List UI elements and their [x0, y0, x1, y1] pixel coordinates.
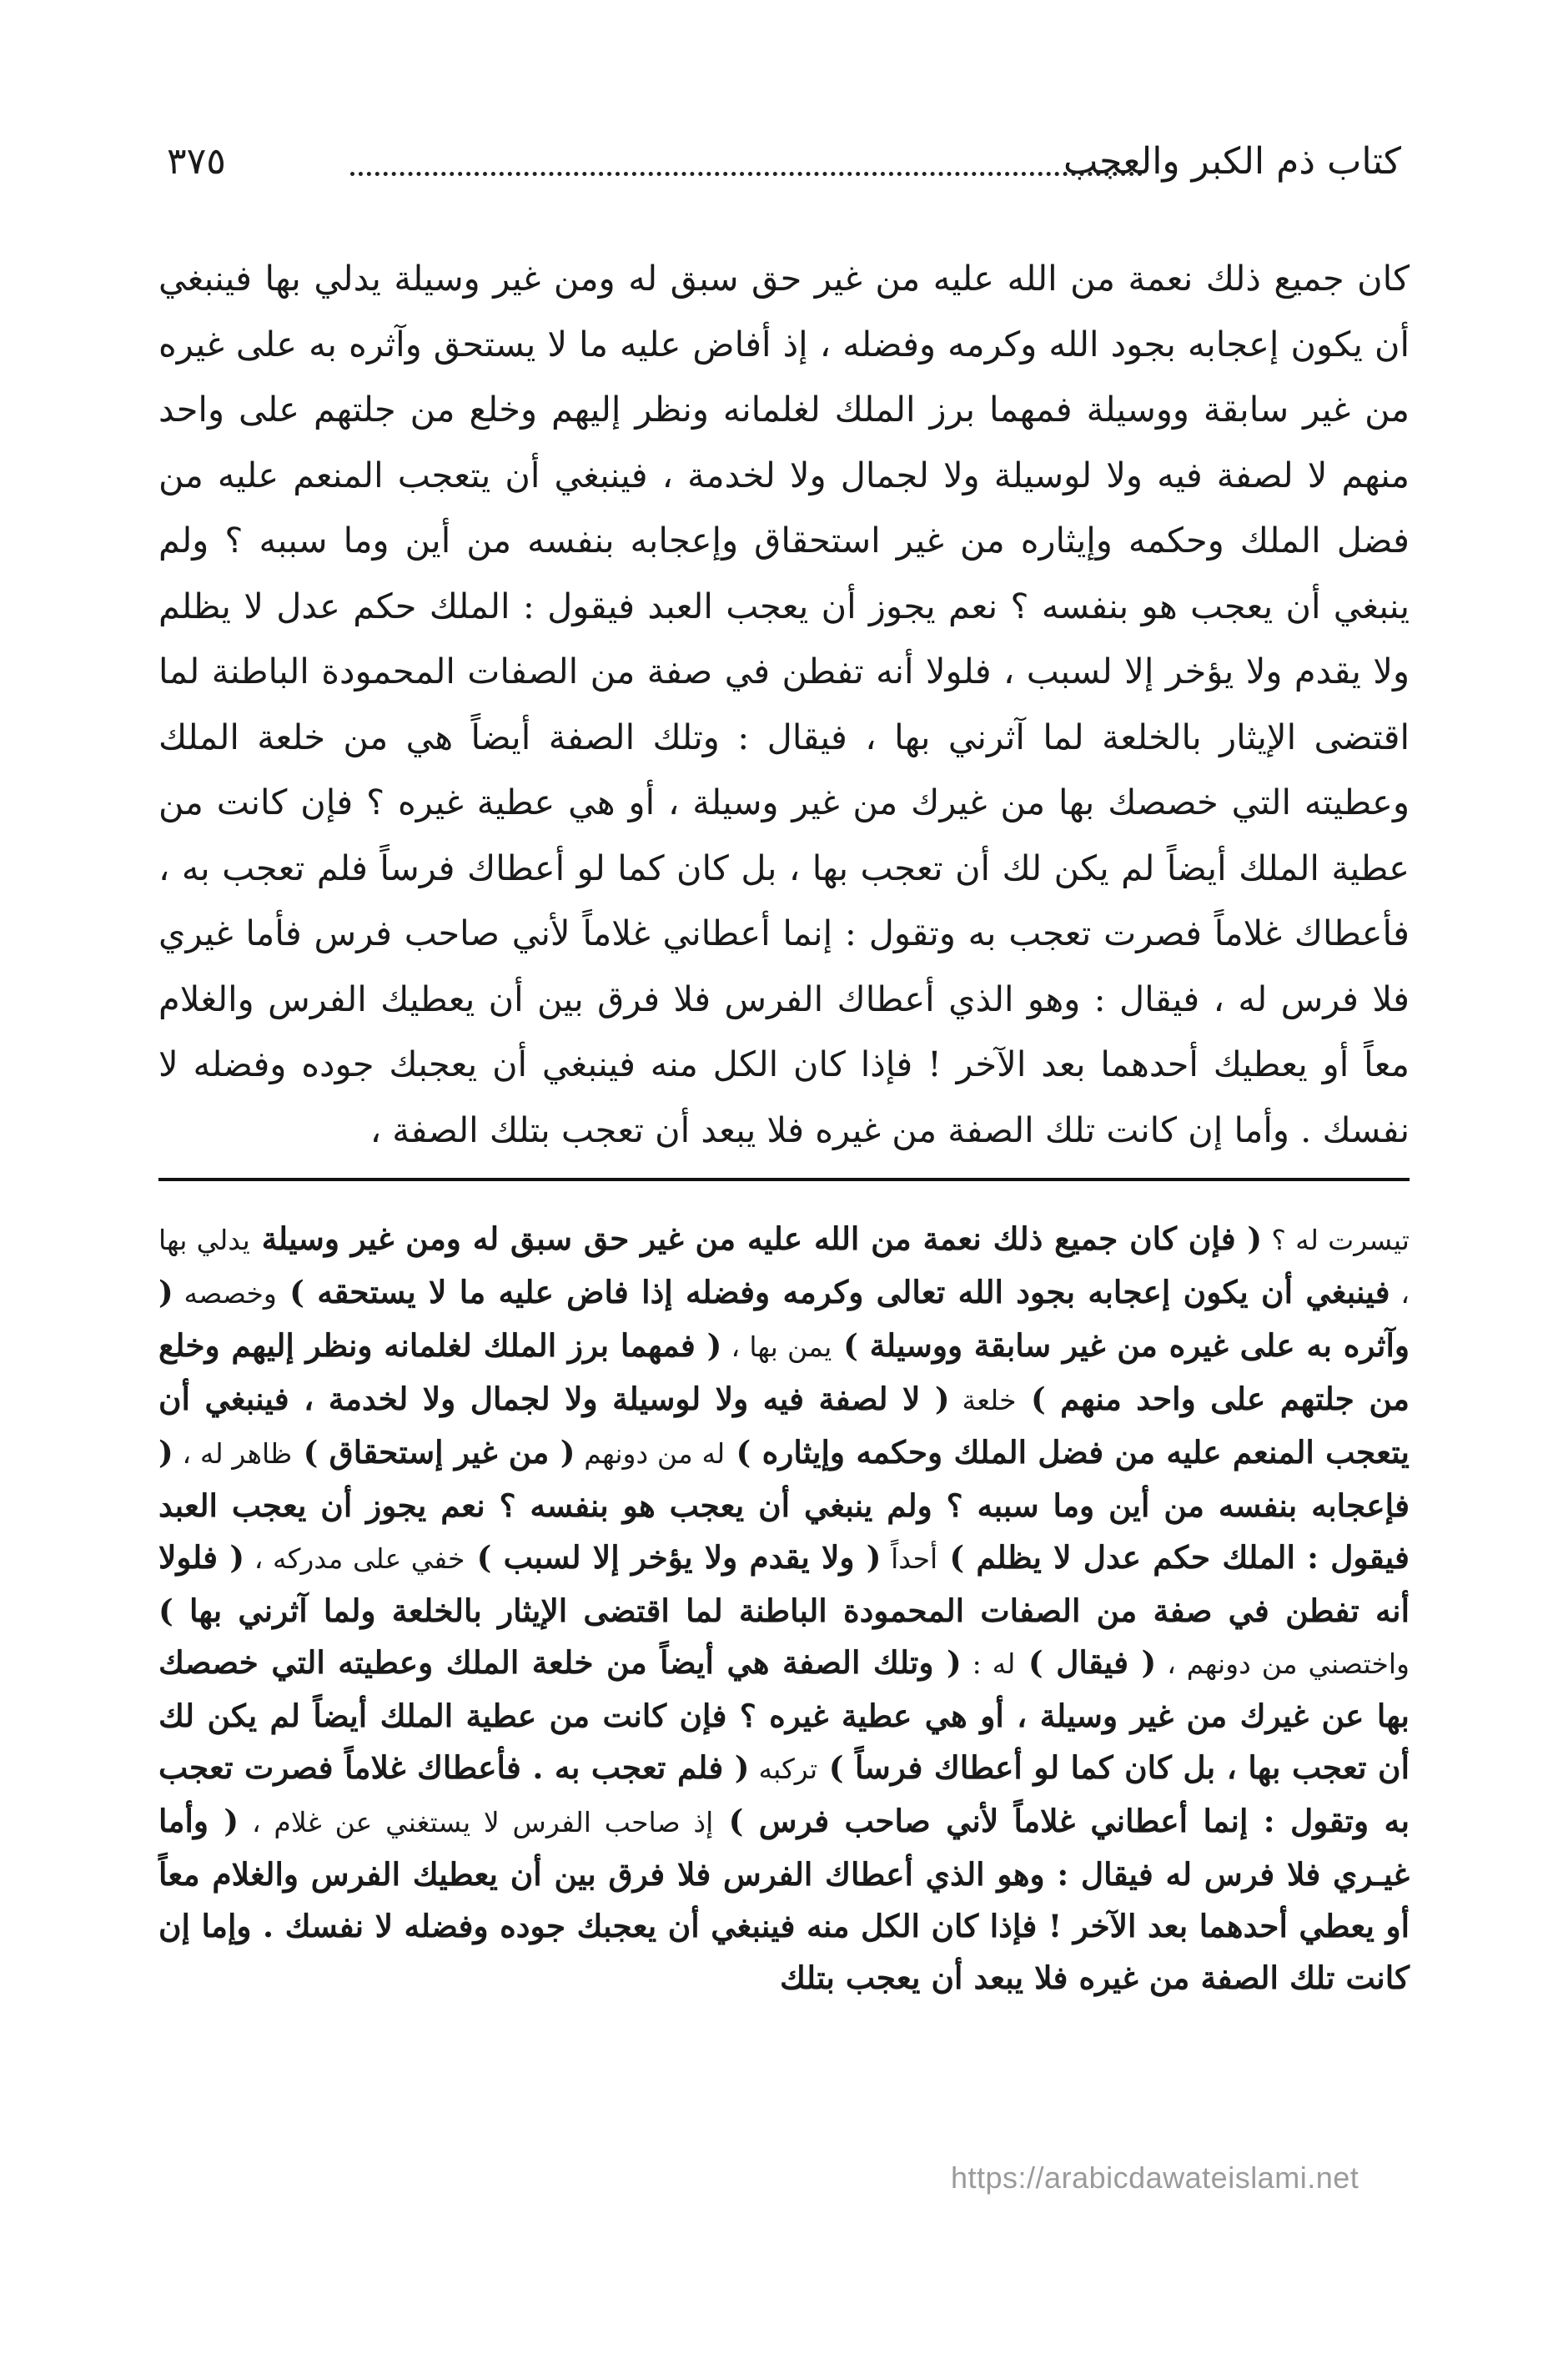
chapter-title: كتاب ذم الكبر والعجب — [1063, 140, 1401, 183]
book-page — [158, 125, 1410, 2264]
commentary-matn-segment: ( من غير إستحقاق ) — [292, 1434, 575, 1471]
commentary-matn-segment: ( فلم تعجب به . فأعطاك غلاماً فصرت تعجب به وتقول : إنما أعطاني غلاماً لأني صاحب فرس ) — [158, 1749, 1410, 1839]
commentary-matn-segment: ( فإعجابه بنفسه من أين وما سببه ؟ ولم ينبغي أن يعجب هو بنفسه ؟ نعم يجوز أن يعجب العبد فيقول : الملك حكم عدل لا يظلم ) — [158, 1434, 1410, 1576]
commentary-matn-segment: ( فإن كان جميع ذلك نعمة من الله عليه من غير حق سبق له ومن غير وسيلة — [249, 1220, 1263, 1257]
commentary-sharh-segment: تيسرت له ؟ — [1262, 1224, 1410, 1256]
commentary-matn-segment: ( وتلك الصفة هي أيضاً من خلعة الملك وعطيته التي خصصك بها عن غيرك من غير وسيلة ، أو هي عطية غيره ؟ فإن كانت من عطية الملك أيضاً لم يكن لك أن تعجب بها ، بل كان كما لو أعطاك فرساً ) — [158, 1644, 1410, 1786]
commentary-sharh-segment: له : — [961, 1647, 1016, 1680]
commentary-matn-segment: ( فيقال ) — [1015, 1644, 1157, 1681]
commentary-sharh-segment: يمن بها ، — [721, 1330, 832, 1363]
commentary-matn-segment: ( فلولا أنه تفطن في صفة من الصفات المحمودة الباطنة لما اقتضى الإيثار بالخلعة ولما آثرني بها ) — [158, 1539, 1410, 1629]
footnote-separator — [158, 1178, 1410, 1181]
commentary-matn-segment: فينبغي أن يكون إعجابه بجود الله تعالى وكرمه وفضله إذا فاض عليه ما لا يستحقه ) — [276, 1274, 1390, 1310]
commentary-sharh-segment: واختصني من دونهم ، — [1156, 1647, 1410, 1680]
commentary-paragraph — [158, 1213, 1410, 2004]
commentary-sharh-segment: خفي على مدركه ، — [244, 1542, 465, 1575]
commentary-sharh-segment: أحداً — [881, 1542, 938, 1575]
commentary-matn-segment: ( ولا يقدم ولا يؤخر إلا لسبب ) — [465, 1539, 882, 1576]
main-text-block — [158, 246, 1410, 1163]
commentary-sharh-segment: يدلي بها ، — [158, 1224, 1410, 1310]
main-paragraph: كان جميع ذلك نعمة من الله عليه من غير حق سبق له ومن غير وسيلة يدلي بها فينبغي أن يكون إعجابه بجود الله وكرمه وفضله ، إذ أفاض عليه ما لا يستحق وآثره به على غيره من غير سابقة ووسيلة فمهما برز الملك لغلمانه ونظر إليهم وخلع من جلتهم على واحد منهم لا لصفة فيه ولا لوسيلة ولا لجمال ولا لخدمة ، فينبغي أن يتعجب المنعم عليه من فضل الملك وحكمه وإيثاره من غير استحقاق وإعجابه بنفسه من أين وما سببه ؟ ولم ينبغي أن يعجب هو بنفسه ؟ نعم يجوز أن يعجب العبد فيقول : الملك حكم عدل لا يظلم ولا يقدم ولا يؤخر إلا لسبب ، فلولا أنه تفطن في صفة من الصفات المحمودة الباطنة لما اقتضى الإيثار بالخلعة لما آثرني بها ، فيقال : وتلك الصفة أيضاً هي من خلعة الملك وعطيته التي خصصك بها من غيرك من غير وسيلة ، أو هي عطية غيره ؟ فإن كانت من عطية الملك أيضاً لم يكن لك أن تعجب بها ، بل كان كما لو أعطاك فرساً فلم تعجب به ، فأعطاك غلاماً فصرت تعجب به وتقول : إنما أعطاني غلاماً لأني صاحب فرس فأما غيري فلا فرس له ، فيقال : وهو الذي أعطاك الفرس فلا فرق بين أن يعطيك الفرس والغلام معاً أو يعطيك أحدهما بعد الآخر ! فإذا كان الكل منه فينبغي أن يعجبك جوده وفضله لا نفسك . وأما إن كانت تلك الصفة من غيره فلا يبعد أن تعجب بتلك الصفة ، — [158, 258, 1410, 1150]
commentary-matn-segment: ( وآثره به على غيره من غير سابقة ووسيلة ) — [158, 1274, 1410, 1364]
commentary-matn-segment: ( فمهما برز الملك لغلمانه ونظر إليهم وخلع من جلتهم على واحد منهم ) — [158, 1327, 1410, 1417]
commentary-sharh-segment: وخصصه — [173, 1277, 277, 1310]
commentary-sharh-segment: ظاهر له ، — [173, 1437, 293, 1470]
commentary-sharh-segment: خلعة — [949, 1384, 1017, 1416]
commentary-block — [158, 1213, 1410, 2004]
commentary-matn-segment: ( لا لصفة فيه ولا لوسيلة ولا لجمال ولا لخدمة ، فينبغي أن يتعجب المنعم عليه من فضل الملك وحكمه وإيثاره ) — [158, 1381, 1410, 1471]
page-header — [158, 125, 1410, 200]
commentary-matn-segment: ( وأما غيـري فلا فرس له فيقال : وهو الذي أعطاك الفرس فلا فرق بين أن يعطيك الفرس والغلام معاً أو يعطي أحدهما بعد الآخر ! فإذا كان الكل منه فينبغي أن يعجبك جوده وفضله لا نفسك . وإما إن كانت تلك الصفة من غيره فلا يبعد أن يعجب بتلك — [158, 1803, 1410, 1996]
dotted-leader — [350, 172, 1143, 176]
page-number: ٣٧٥ — [167, 140, 226, 183]
commentary-sharh-segment: له من دونهم — [575, 1437, 726, 1470]
commentary-sharh-segment: تركبه — [749, 1753, 818, 1785]
watermark-url: https://arabicdawateislami.net — [951, 2160, 1359, 2195]
commentary-sharh-segment: إذ صاحب الفرس لا يستغني عن غلام ، — [239, 1806, 714, 1838]
